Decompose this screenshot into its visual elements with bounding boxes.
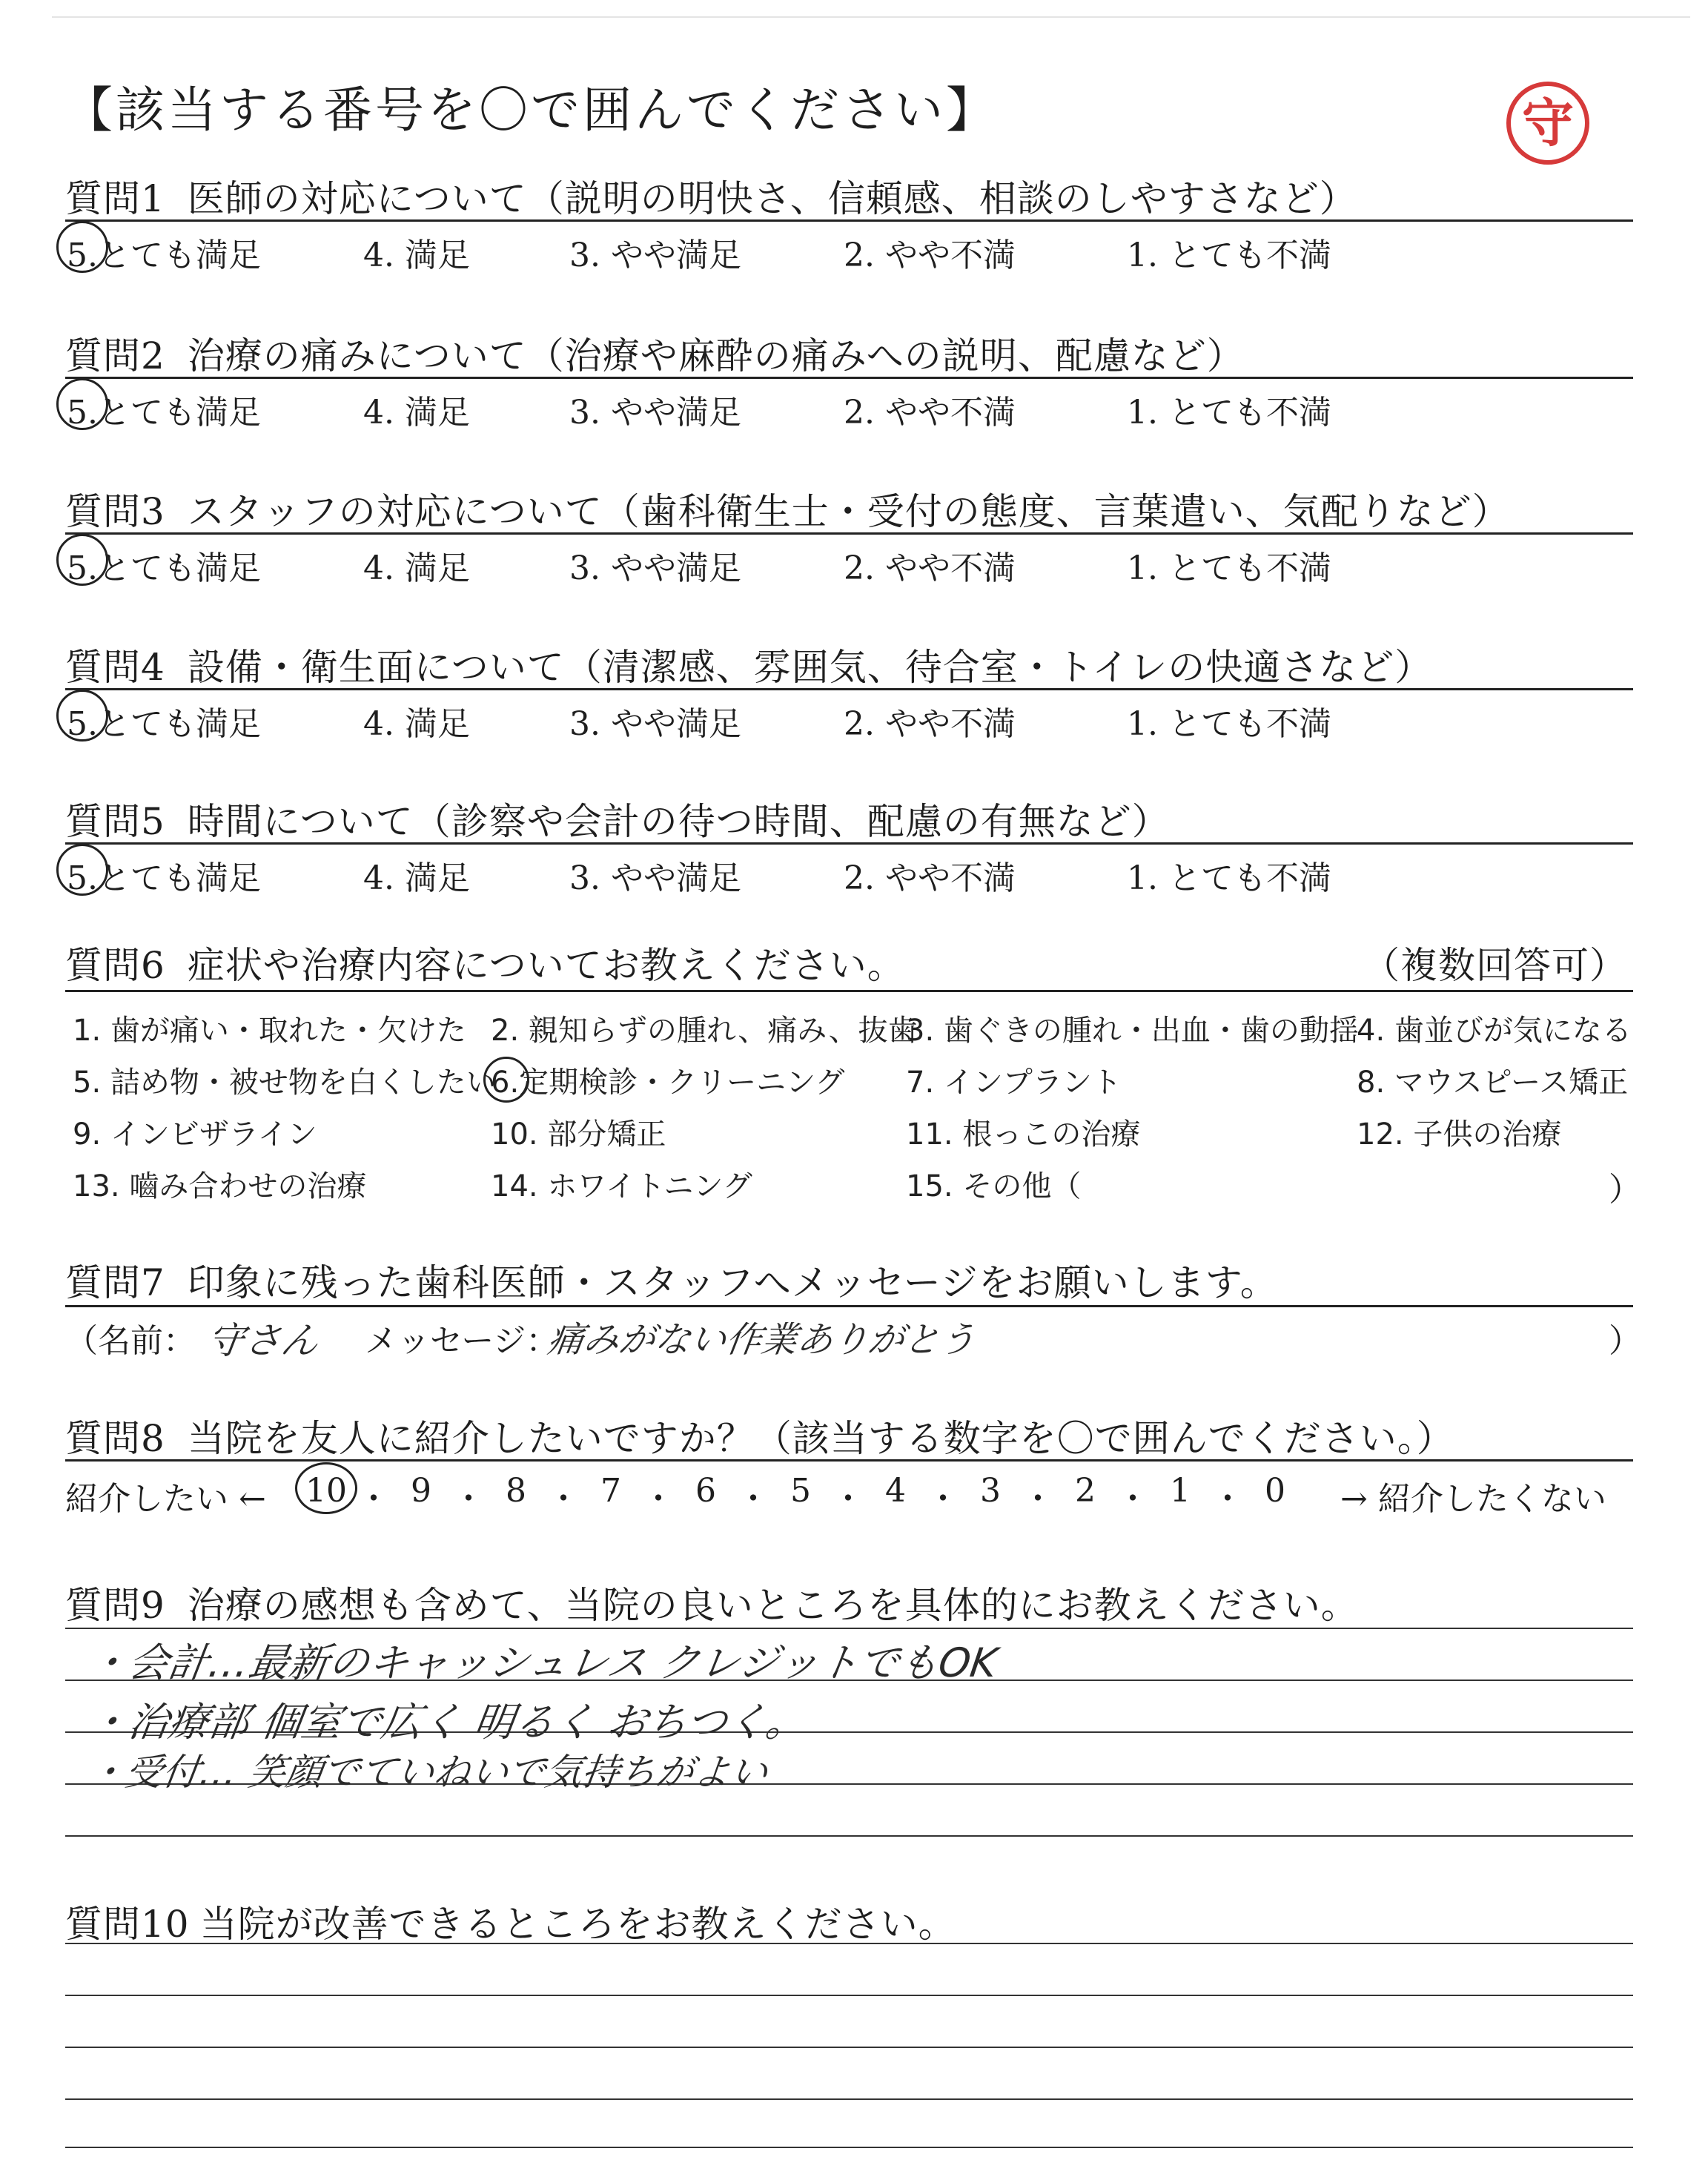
question-1-rule [65,219,1633,222]
q6-item-7[interactable]: 7. インプラント [906,1066,1122,1100]
question-6-rule [65,990,1633,992]
name-value[interactable]: 守さん [204,1319,322,1362]
question-3-rule [65,532,1633,535]
rating-option-2[interactable]: 2. やや不満 [844,549,1016,587]
scale-separator: ・ [547,1480,580,1518]
answer-line [65,2047,1633,2048]
message-value[interactable]: 痛みがない作業ありがとう [545,1319,979,1361]
answer-line [65,1835,1633,1837]
question-text: 症状や治療内容についてお教えください。 [187,944,905,987]
selected-circle-q4 [56,690,108,742]
question-number: 質問10 [65,1903,190,1946]
question-2-rule [65,377,1633,379]
recommend-left-label: 紹介したい ← [65,1480,266,1518]
question-text: 治療の感想も含めて、当院の良いところを具体的にお教えください。 [187,1584,1359,1627]
question-5-heading [65,792,1170,845]
rating-option-3[interactable]: 3. やや満足 [569,549,741,587]
form-title: 【該当する番号を〇で囲んでください】 [64,82,998,139]
q6-item-11[interactable]: 11. 根っこの治療 [906,1117,1141,1152]
question-6-heading [65,936,905,989]
question-number: 質問3 [65,490,165,533]
question-text: 当院が改善できるところをお教えください。 [199,1903,956,1946]
question-4-rule [65,688,1633,690]
question-text: 治療の痛みについて（治療や麻酔の痛みへの説明、配慮など） [187,334,1245,377]
rating-option-3[interactable]: 3. やや満足 [569,705,741,743]
scale-separator: ・ [1116,1480,1149,1518]
scale-separator: ・ [642,1480,675,1518]
seal-character: 守 [1522,93,1574,153]
q6-item-13[interactable]: 13. 嚙み合わせの治療 [73,1169,367,1203]
scale-value-0[interactable]: 0 [1265,1472,1285,1510]
scale-value-7[interactable]: 7 [600,1472,621,1510]
question-3-heading [65,482,1510,535]
question-text: 医師の対応について（説明の明快さ、信頼感、相談のしやすさなど） [187,177,1357,220]
seal-stamp [1506,82,1589,165]
scale-value-8[interactable]: 8 [506,1472,526,1510]
rating-option-4[interactable]: 4. 満足 [363,237,470,274]
rating-option-5[interactable]: 5.とても満足 [67,394,261,432]
rating-option-1[interactable]: 1. とても不満 [1127,394,1331,432]
q6-item-10[interactable]: 10. 部分矯正 [491,1117,666,1152]
scale-separator: ・ [452,1480,485,1518]
rating-option-3[interactable]: 3. やや満足 [569,394,741,432]
rating-option-2[interactable]: 2. やや不満 [844,705,1016,743]
selected-circle-q6-item-6 [483,1057,529,1103]
answer-line-2[interactable]: ・治療部 個室で広く 明るく おちつく。 [85,1699,810,1745]
question-2-heading [65,326,1245,380]
rating-option-2[interactable]: 2. やや不満 [844,394,1016,432]
q6-item-1[interactable]: 1. 歯が痛い・取れた・欠けた [73,1014,466,1048]
rating-option-5[interactable]: 5.とても満足 [67,237,261,274]
q6-item-15[interactable]: 15. その他（ [906,1169,1082,1203]
question-number: 質問8 [65,1417,165,1460]
scale-separator: ・ [357,1480,390,1518]
question-number: 質問6 [65,944,165,987]
scale-value-10[interactable]: 10 [305,1472,347,1510]
rating-option-3[interactable]: 3. やや満足 [569,859,741,897]
rating-option-1[interactable]: 1. とても不満 [1127,859,1331,897]
scale-separator: ・ [1022,1480,1054,1518]
scale-value-6[interactable]: 6 [695,1472,716,1510]
scale-separator: ・ [1211,1480,1244,1518]
answer-line [65,2147,1633,2148]
scale-separator: ・ [832,1480,864,1518]
scale-value-1[interactable]: 1 [1170,1472,1191,1510]
q6-item-8[interactable]: 8. マウスピース矯正 [1357,1066,1629,1100]
q6-item-3[interactable]: 3. 歯ぐきの腫れ・出血・歯の動揺 [906,1014,1359,1048]
rating-option-4[interactable]: 4. 満足 [363,394,470,432]
question-10-heading [65,1895,956,1948]
question-4-heading [65,638,1432,691]
question-text: 時間について（診察や会計の待つ時間、配慮の有無など） [187,800,1170,843]
answer-line-1[interactable]: ・会計…最新のキャッシュレス クレジットでもOK [85,1639,1000,1686]
message-label: メッセージ： [365,1322,559,1360]
rating-option-4[interactable]: 4. 満足 [363,859,470,897]
selected-circle-q5 [56,844,108,896]
scale-separator: ・ [737,1480,769,1518]
q6-item-14[interactable]: 14. ホワイトニング [491,1169,752,1203]
q6-item-12[interactable]: 12. 子供の治療 [1357,1117,1562,1152]
q6-item-4[interactable]: 4. 歯並びが気になる [1357,1014,1632,1048]
question-number: 質問5 [65,800,165,843]
question-number: 質問4 [65,646,165,689]
scale-value-5[interactable]: 5 [790,1472,811,1510]
rating-option-5[interactable]: 5.とても満足 [67,859,261,897]
q6-item-5[interactable]: 5. 詰め物・被せ物を白くしたい [73,1066,496,1100]
selected-circle-q2 [56,378,108,430]
question-text: 設備・衛生面について（清潔感、雰囲気、待合室・トイレの快適さなど） [187,646,1433,689]
question-text: 当院を友人に紹介したいですか？（該当する数字を〇で囲んでください。） [187,1417,1454,1460]
rating-option-4[interactable]: 4. 満足 [363,549,470,587]
question-text: スタッフの対応について（歯科衛生士・受付の態度、言葉遣い、気配りなど） [187,490,1510,533]
selected-circle-q3 [56,534,108,586]
rating-option-5[interactable]: 5.とても満足 [67,549,261,587]
recommend-right-label: → 紹介したくない [1340,1480,1606,1518]
rating-option-1[interactable]: 1. とても不満 [1127,549,1331,587]
rating-option-2[interactable]: 2. やや不満 [844,859,1016,897]
q7-close-paren: ） [1609,1322,1641,1360]
question-7-heading [65,1253,1278,1307]
selected-circle-q1 [56,221,108,273]
scale-value-2[interactable]: 2 [1075,1472,1096,1510]
q6-item-2[interactable]: 2. 親知らずの腫れ、痛み、抜歯 [491,1014,918,1048]
scale-value-3[interactable]: 3 [980,1472,1001,1510]
question-8-rule [65,1459,1633,1462]
multiple-answer-note: （複数回答可） [1363,944,1627,987]
rating-option-2[interactable]: 2. やや不満 [844,237,1016,274]
scale-separator: ・ [927,1480,959,1518]
q6-item-9[interactable]: 9. インビザライン [73,1117,317,1152]
answer-line [65,2098,1633,2100]
scale-value-4[interactable]: 4 [885,1472,906,1510]
answer-line [65,1995,1633,1996]
question-text: 印象に残った歯科医師・スタッフへメッセージをお願いします。 [187,1261,1278,1304]
scale-value-9[interactable]: 9 [411,1472,431,1510]
name-label: （名前： [65,1322,196,1360]
question-number: 質問2 [65,334,165,377]
question-number: 質問7 [65,1261,165,1304]
selected-circle-q8 [295,1462,357,1514]
q6-other-close-paren: ） [1609,1171,1641,1209]
top-border [52,16,1690,18]
answer-line-3[interactable]: ・受付… 笑顔でていねいで気持ちがよい [85,1751,771,1794]
question-8-heading [65,1409,1454,1462]
question-9-heading [65,1576,1359,1629]
rating-option-5[interactable]: 5.とても満足 [67,705,261,743]
rating-option-1[interactable]: 1. とても不満 [1127,705,1331,743]
answer-line [65,1628,1633,1629]
question-number: 質問1 [65,177,165,220]
q6-item-6[interactable]: 6.定期検診・クリーニング [491,1066,845,1100]
rating-option-1[interactable]: 1. とても不満 [1127,237,1331,274]
question-7-rule [65,1305,1633,1307]
question-5-rule [65,842,1633,845]
question-number: 質問9 [65,1584,165,1627]
answer-line [65,1943,1633,1944]
rating-option-3[interactable]: 3. やや満足 [569,237,741,274]
rating-option-4[interactable]: 4. 満足 [363,705,470,743]
question-1-heading [65,169,1357,222]
